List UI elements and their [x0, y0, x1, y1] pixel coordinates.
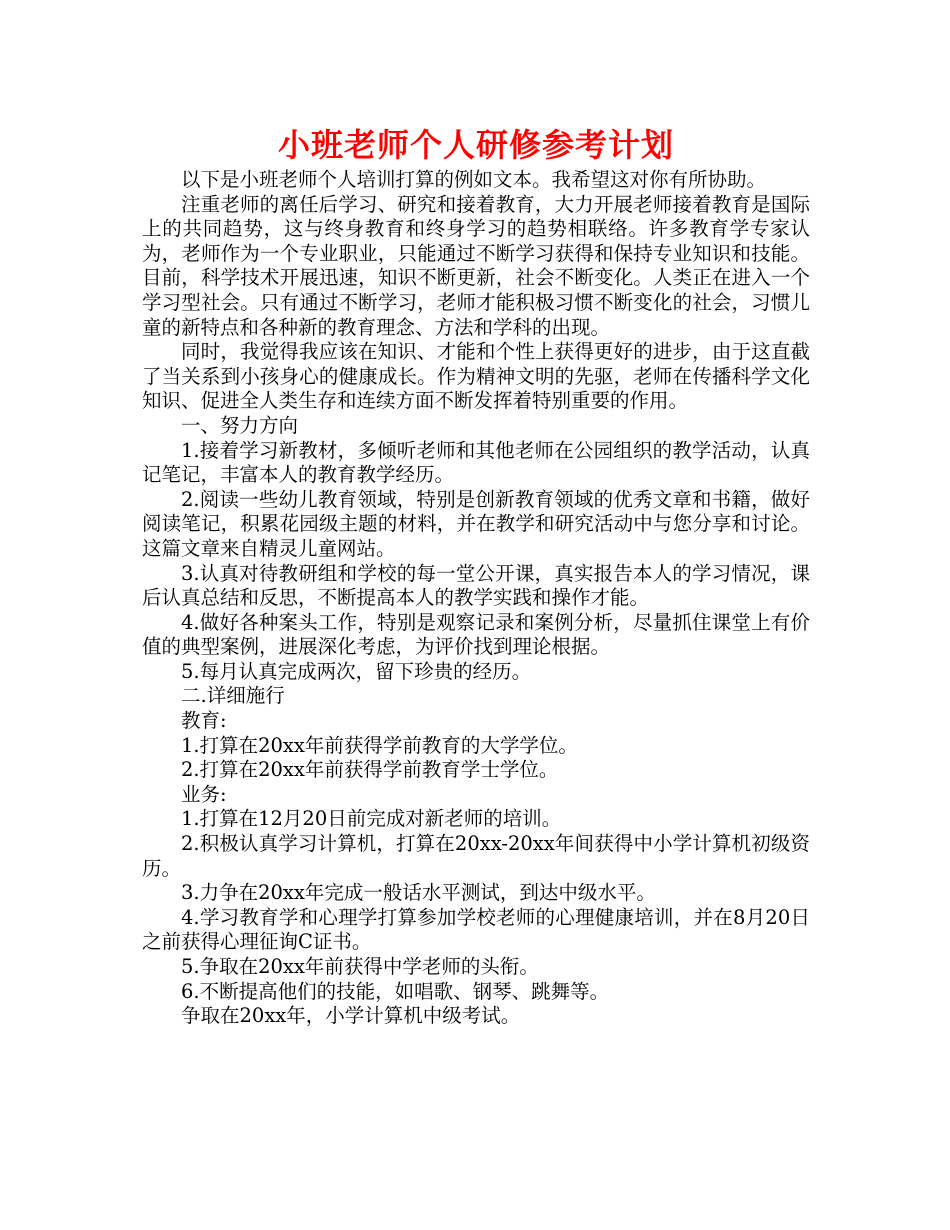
section-heading: 一、努力方向 [181, 413, 299, 437]
paragraph: 注重老师的离任后学习、研究和接着教育，大力开展老师接着教育是国际上的共同趋势，这与终身教育和终身学习的趋势相联络。许多教育学专家认为，老师作为一个专业职业，只能通过不断学习获得和保持专业知识和技能。目前，科学技术开展迅速，知识不断更新，社会不断变化。人类正在进入一个学习型社会。只有通过不断学习，老师才能积极习惯不断变化的社会，习惯儿童的新特点和各种新的教育理念、方法和学科的出现。 [142, 192, 810, 339]
list-item: 5.争取在20xx年前获得中学老师的头衔。 [181, 955, 539, 978]
subsection-label: 教育: [181, 709, 227, 733]
list-item: 4.做好各种案头工作，特别是观察记录和案例分析，尽量抓住课堂上有价值的典型案例，进展深化考虑，为评价找到理论根据。 [142, 610, 810, 659]
list-item: 6.不断提高他们的技能，如唱歌、钢琴、跳舞等。 [181, 979, 610, 1003]
document-page [142, 122, 810, 1029]
paragraph: 同时，我觉得我应该在知识、才能和个性上获得更好的进步，由于这直截了当关系到小孩身心的健康成长。作为精神文明的先驱，老师在传播科学文化知识、促进全人类生存和连续方面不断发挥着特别重要的作用。 [142, 340, 810, 413]
list-item: 1.打算在20xx年前获得学前教育的大学学位。 [181, 733, 578, 757]
list-item: 4.学习教育学和心理学打算参加学校老师的心理健康培训，并在8月20日之前获得心理征询C证书。 [142, 905, 810, 954]
document-title: 小班老师个人研修参考计划 [277, 126, 674, 164]
subsection-label: 业务: [181, 782, 227, 806]
list-item: 1.打算在12月20日前完成对新老师的培训。 [181, 807, 562, 831]
paragraph: 以下是小班老师个人培训打算的例如文本。我希望这对你有所协助。 [181, 168, 767, 191]
list-item: 2.阅读一些幼儿教育领域，特别是创新教育领域的优秀文章和书籍，做好阅读笔记，积累花园级主题的材料，并在教学和研究活动中与您分享和讨论。这篇文章来自精灵儿童网站。 [142, 487, 810, 560]
list-item: 1.接着学习新教材，多倾听老师和其他老师在公园组织的教学活动，认真记笔记，丰富本人的教育教学经历。 [142, 438, 810, 487]
list-item: 3.力争在20xx年完成一般话水平测试，到达中级水平。 [181, 881, 656, 905]
list-item: 5.每月认真完成两次，留下珍贵的经历。 [181, 659, 532, 683]
list-item: 3.认真对待教研组和学校的每一堂公开课，真实报告本人的学习情况，课后认真总结和反思，不断提高本人的教学实践和操作才能。 [142, 561, 810, 610]
section-heading: 二.详细施行 [181, 684, 285, 708]
paragraph: 争取在20xx年，小学计算机中级考试。 [181, 1004, 521, 1028]
list-item: 2.积极认真学习计算机，打算在20xx-20xx年间获得中小学计算机初级资历。 [142, 832, 810, 880]
document-body [142, 168, 810, 1029]
list-item: 2.打算在20xx年前获得学前教育学士学位。 [181, 758, 559, 782]
